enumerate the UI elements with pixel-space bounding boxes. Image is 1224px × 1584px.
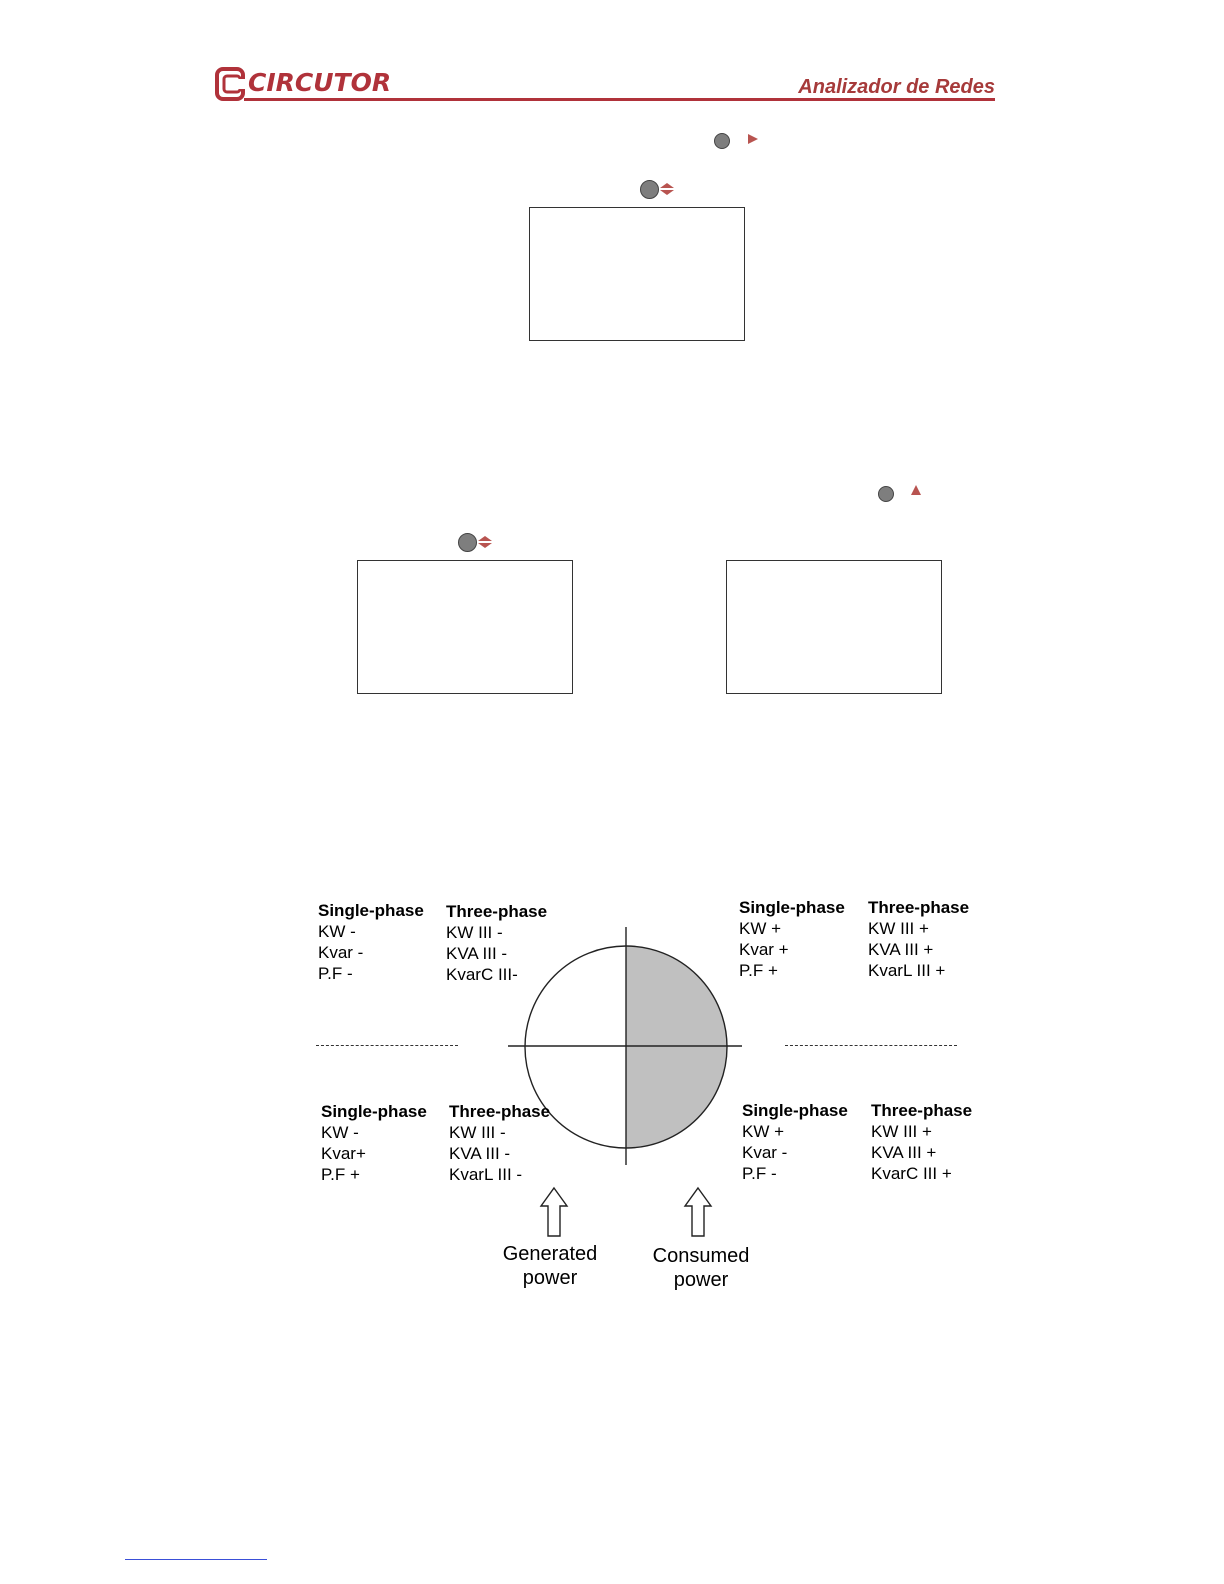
label-line: KW - — [321, 1123, 359, 1142]
label-line: Kvar - — [742, 1143, 788, 1162]
quadrant-top-right-three — [868, 897, 969, 981]
label-line: KvarL III - — [449, 1165, 523, 1184]
column-header: Single-phase — [321, 1102, 427, 1121]
label-line: KW + — [739, 919, 782, 938]
label-line: P.F - — [318, 964, 353, 983]
quadrant-bottom-left-single — [321, 1101, 427, 1185]
label-line: KVA III - — [446, 944, 508, 963]
column-header: Three-phase — [868, 898, 970, 917]
footer-link-underline[interactable] — [125, 1559, 267, 1560]
knob-button-icon — [714, 133, 730, 149]
column-header: Single-phase — [739, 898, 845, 917]
quadrant-bottom-right-single — [742, 1100, 848, 1184]
divider-left — [316, 1045, 458, 1046]
display-screen — [529, 207, 745, 341]
display-screen-right — [726, 560, 942, 694]
label-line: Kvar+ — [321, 1144, 366, 1163]
label-line: P.F + — [321, 1165, 360, 1184]
knob-button-icon — [640, 180, 659, 199]
label-line: KW III + — [871, 1122, 932, 1141]
consumed-arrow-icon — [683, 1186, 713, 1238]
label-line: KW - — [318, 922, 356, 941]
caption-line: power — [522, 1267, 578, 1289]
label-line: KvarC III + — [871, 1164, 952, 1183]
label-line: Kvar + — [739, 940, 789, 959]
label-line: KW III + — [868, 919, 929, 938]
label-line: KW III - — [446, 923, 503, 942]
header-rule — [244, 98, 995, 101]
column-header: Single-phase — [742, 1101, 848, 1120]
caption-line: power — [673, 1269, 729, 1291]
document-title: Analizador de Redes — [798, 76, 995, 98]
knob-button-icon — [878, 486, 894, 502]
arrow-updown-icon — [477, 535, 493, 549]
label-line: KvarL III + — [868, 961, 946, 980]
label-line: Kvar - — [318, 943, 364, 962]
column-header: Three-phase — [871, 1101, 973, 1120]
knob-button-icon — [458, 533, 477, 552]
label-line: KVA III + — [868, 940, 934, 959]
label-line: KVA III - — [449, 1144, 511, 1163]
circutor-logo-icon — [215, 67, 245, 101]
quadrant-top-left-three — [446, 901, 547, 985]
label-line: KvarC III- — [446, 965, 518, 984]
display-screen-left — [357, 560, 573, 694]
consumed-power-caption — [641, 1244, 761, 1292]
brand-name: CIRCUTOR — [248, 68, 392, 97]
caption-line: Generated — [502, 1243, 598, 1265]
generated-power-caption — [490, 1242, 610, 1290]
quadrant-top-right-single — [739, 897, 845, 981]
arrow-right-icon — [747, 133, 759, 145]
arrow-updown-icon — [659, 182, 675, 196]
column-header: Three-phase — [446, 902, 548, 921]
quadrant-bottom-left-three — [449, 1101, 550, 1185]
arrow-up-icon — [910, 484, 922, 496]
label-line: KW III - — [449, 1123, 506, 1142]
divider-right — [785, 1045, 957, 1046]
label-line: KVA III + — [871, 1143, 937, 1162]
column-header: Three-phase — [449, 1102, 551, 1121]
column-header: Single-phase — [318, 901, 424, 920]
consumed-half-fill — [626, 946, 727, 1148]
caption-line: Consumed — [652, 1245, 750, 1267]
quadrant-top-left-single — [318, 900, 424, 984]
label-line: P.F - — [742, 1164, 777, 1183]
quadrant-bottom-right-three — [871, 1100, 972, 1184]
label-line: P.F + — [739, 961, 778, 980]
page-header — [0, 0, 1224, 110]
generated-arrow-icon — [539, 1186, 569, 1238]
label-line: KW + — [742, 1122, 785, 1141]
